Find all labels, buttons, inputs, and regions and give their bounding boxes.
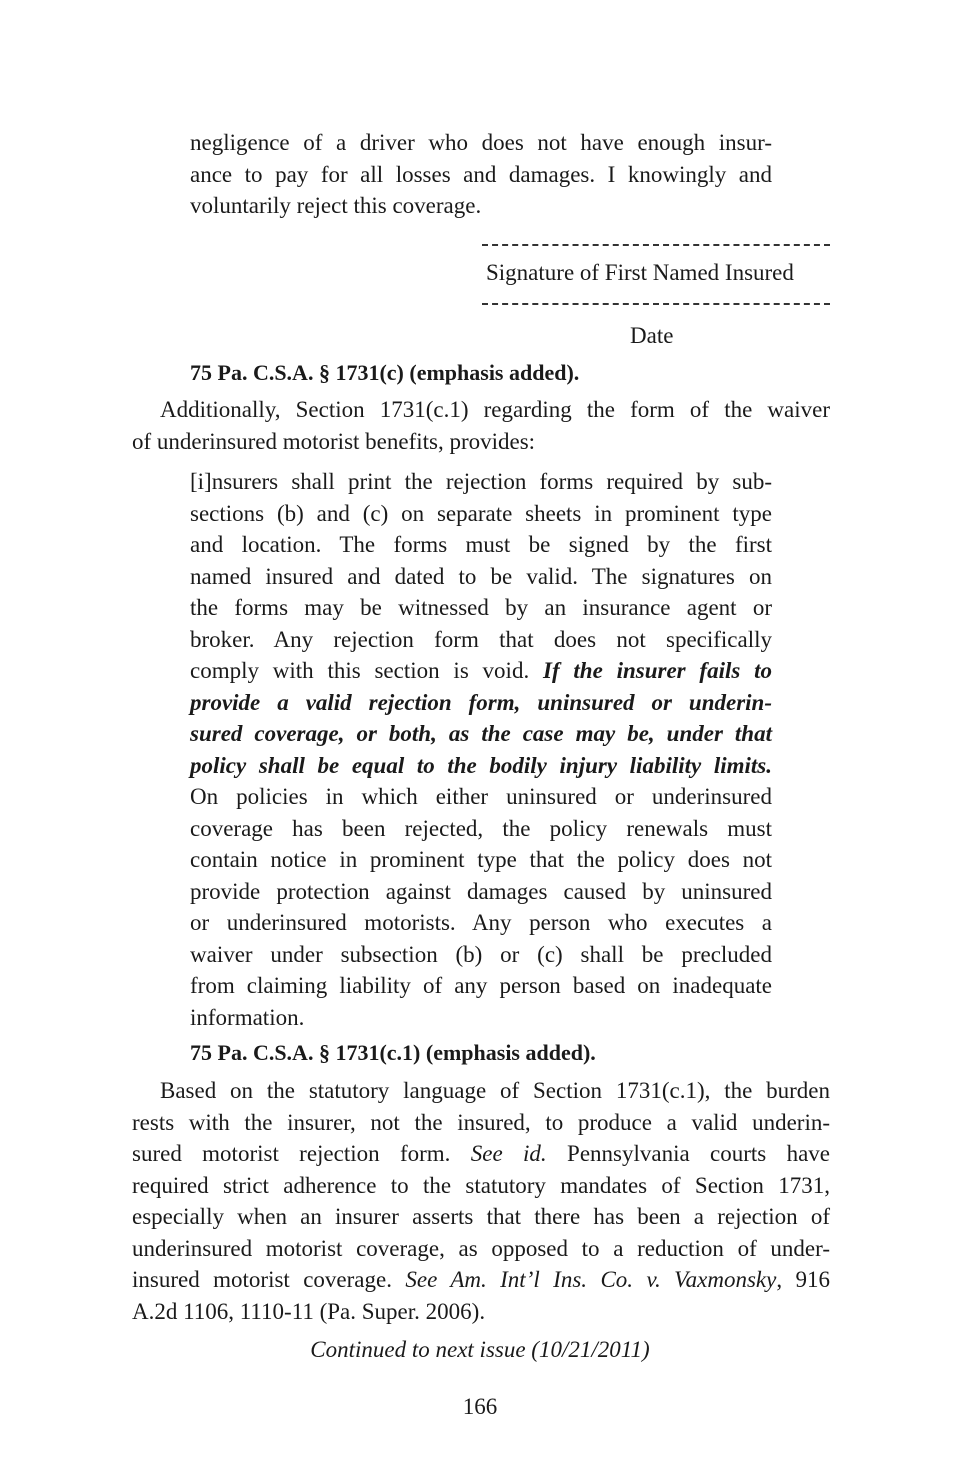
intro-quote-line: voluntarily reject this coverage.: [190, 193, 482, 218]
quote-line: and location. The forms must be signed by the first: [190, 532, 772, 557]
quote-line: waiver under subsection (b) or (c) shall be precluded: [190, 941, 772, 967]
paragraph-line: Based on the statutory language of Section 1731(c.1), the burden: [160, 1078, 830, 1103]
quote-line: On policies in which either uninsured or underinsured: [190, 784, 772, 809]
emphasis-line: provide a valid rejection form, uninsured or underin-: [190, 689, 772, 715]
citation-1731c1: 75 Pa. C.S.A. § 1731(c.1) (emphasis added).: [190, 1040, 596, 1065]
paragraph-plain-text: sured motorist rejection form.: [132, 1141, 451, 1166]
paragraph-line: rests with the insurer, not the insured, to produce a valid underin-: [132, 1109, 830, 1135]
quote-line: named insured and dated to be valid. The signatures on: [190, 563, 772, 589]
statute-block-quote: [190, 466, 772, 1033]
italic-citation: See id.: [470, 1141, 547, 1166]
paragraph-line: Additionally, Section 1731(c.1) regarding the form of the waiver: [160, 397, 830, 422]
paragraph-plain-text: Pennsylvania courts have: [567, 1141, 830, 1166]
citation-1731c: 75 Pa. C.S.A. § 1731(c) (emphasis added).: [190, 360, 580, 385]
quote-line: from claiming liability of any person based on inadequate: [190, 973, 772, 998]
paragraph-plain-text: , 916: [776, 1267, 830, 1292]
quote-line: the forms may be witnessed by an insurance agent or: [190, 595, 772, 620]
quote-line: provide protection against damages caused by uninsured: [190, 878, 772, 904]
quote-line: sections (b) and (c) on separate sheets in prominent type: [190, 500, 772, 526]
paragraph-line-mixed: [132, 1138, 830, 1170]
paragraph-based-on: [132, 1075, 830, 1327]
quote-line: [i]nsurers shall print the rejection forms required by sub-: [190, 469, 772, 494]
date-label: Date: [630, 323, 674, 348]
signature-label: Signature of First Named Insured: [486, 260, 794, 285]
intro-quote-line: ance to pay for all losses and damages. I knowingly and: [190, 161, 772, 187]
date-dashed-line: [482, 303, 830, 305]
paragraph-line: of underinsured motorist benefits, provides:: [132, 428, 536, 454]
quote-line: or underinsured motorists. Any person who executes a: [190, 910, 772, 935]
emphasis-line: sured coverage, or both, as the case may be, under that: [190, 721, 772, 746]
paragraph-line: especially when an insurer asserts that there has been a rejection of: [132, 1204, 830, 1229]
paragraph-plain-text: insured motorist coverage.: [132, 1267, 392, 1292]
paragraph-line: required strict adherence to the statutory mandates of Section 1731,: [132, 1172, 830, 1198]
paragraph-line: underinsured motorist coverage, as opposed to a reduction of under-: [132, 1235, 830, 1261]
emphasis-line: policy shall be equal to the bodily injury liability limits.: [190, 752, 772, 778]
signature-dashed-line: [482, 244, 830, 246]
quote-plain-text: comply with this section is void.: [190, 658, 530, 683]
quote-line: information.: [190, 1004, 305, 1030]
quote-line: coverage has been rejected, the policy renewals must: [190, 815, 772, 841]
paragraph-line-mixed: [132, 1264, 830, 1296]
emphasis-text: If the insurer fails to: [543, 658, 772, 683]
paragraph-line: A.2d 1106, 1110-11 (Pa. Super. 2006).: [132, 1298, 486, 1324]
quote-line: broker. Any rejection form that does not specifically: [190, 626, 772, 652]
quote-line: contain notice in prominent type that the policy does not: [190, 847, 772, 872]
page-number: 166: [462, 1394, 498, 1419]
intro-quote-line: negligence of a driver who does not have enough insur-: [190, 130, 772, 155]
quote-line-mixed: [190, 655, 772, 687]
intro-quote: [190, 127, 772, 222]
italic-case-name: See Am. Int’l Ins. Co. v. Vaxmonsky: [405, 1267, 777, 1292]
paragraph-additionally: [132, 394, 830, 457]
continued-note: Continued to next issue (10/21/2011): [310, 1337, 650, 1362]
